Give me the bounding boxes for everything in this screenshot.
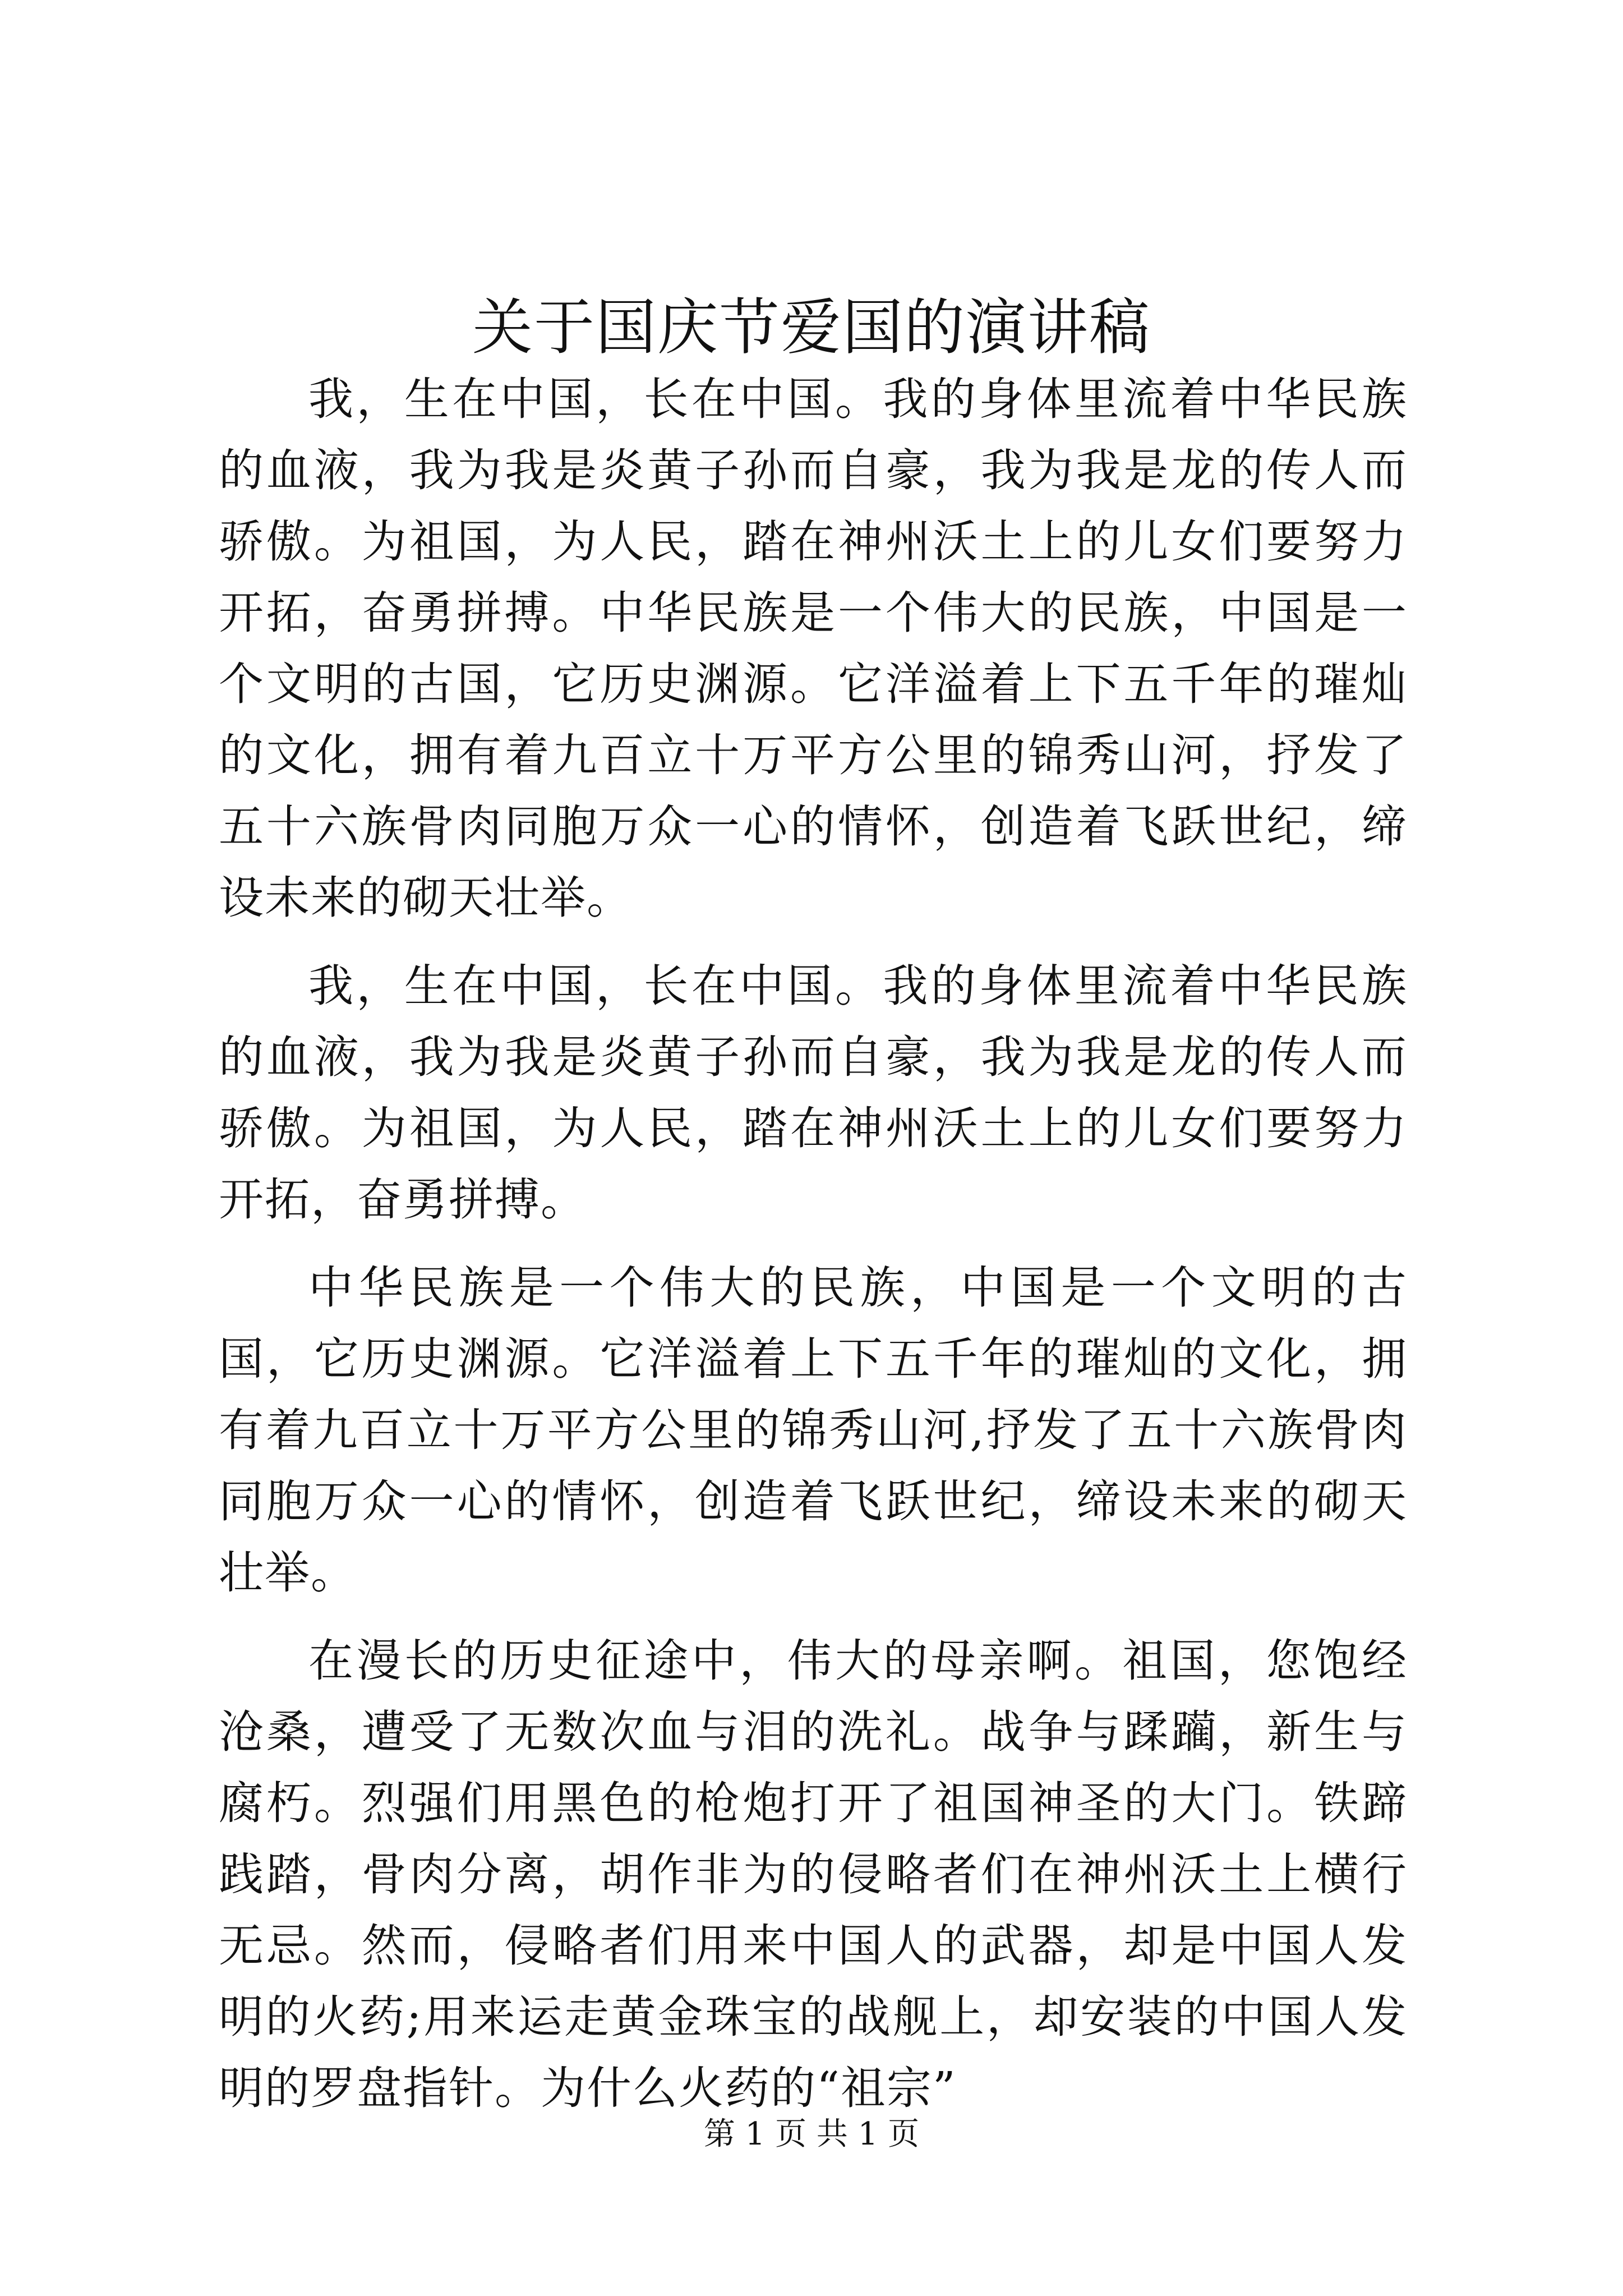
paragraph-2: 我，生在中国，长在中国。我的身体里流着中华民族的血液，我为我是炎黄子孙而自豪，我为我是龙的传人而骄傲。为祖国，为人民，踏在神州沃土上的儿女们要努力开拓，奋勇拼搏。 xyxy=(219,960,1408,1226)
paragraph-4: 在漫长的历史征途中，伟大的母亲啊。祖国，您饱经沧桑，遭受了无数次血与泪的洗礼。战争与蹂躏，新生与腐朽。烈强们用黑色的枪炮打开了祖国神圣的大门。铁蹄践踏，骨肉分离，胡作非为的侵略者们在神州沃土上横行无忌。然而，侵略者们用来中国人的武器，却是中国人发明的火药;用来运走黄金珠宝的战舰上，却安装的中国人发明的罗盘指针。为什么火药的“祖宗” xyxy=(219,1635,1408,2114)
paragraph-1: 我，生在中国，长在中国。我的身体里流着中华民族的血液，我为我是炎黄子孙而自豪，我为我是龙的传人而骄傲。为祖国，为人民，踏在神州沃土上的儿女们要努力开拓，奋勇拼搏。中华民族是一个伟大的民族，中国是一个文明的古国，它历史渊源。它洋溢着上下五千年的璀灿的文化，拥有着九百立十万平方公里的锦秀山河，抒发了五十六族骨肉同胞万众一心的情怀，创造着飞跃世纪，缔设未来的砌天壮举。 xyxy=(219,373,1408,924)
paragraph-3: 中华民族是一个伟大的民族，中国是一个文明的古国，它历史渊源。它洋溢着上下五千年的璀灿的文化，拥有着九百立十万平方公里的锦秀山河,抒发了五十六族骨肉同胞万众一心的情怀，创造着飞跃世纪，缔设未来的砌天壮举。 xyxy=(219,1262,1408,1599)
document-body xyxy=(219,364,1408,2124)
page-number-footer: 第 1 页 共 1 页 xyxy=(703,2116,920,2152)
page-title: 关于国庆节爱国的演讲稿 xyxy=(472,293,1151,363)
